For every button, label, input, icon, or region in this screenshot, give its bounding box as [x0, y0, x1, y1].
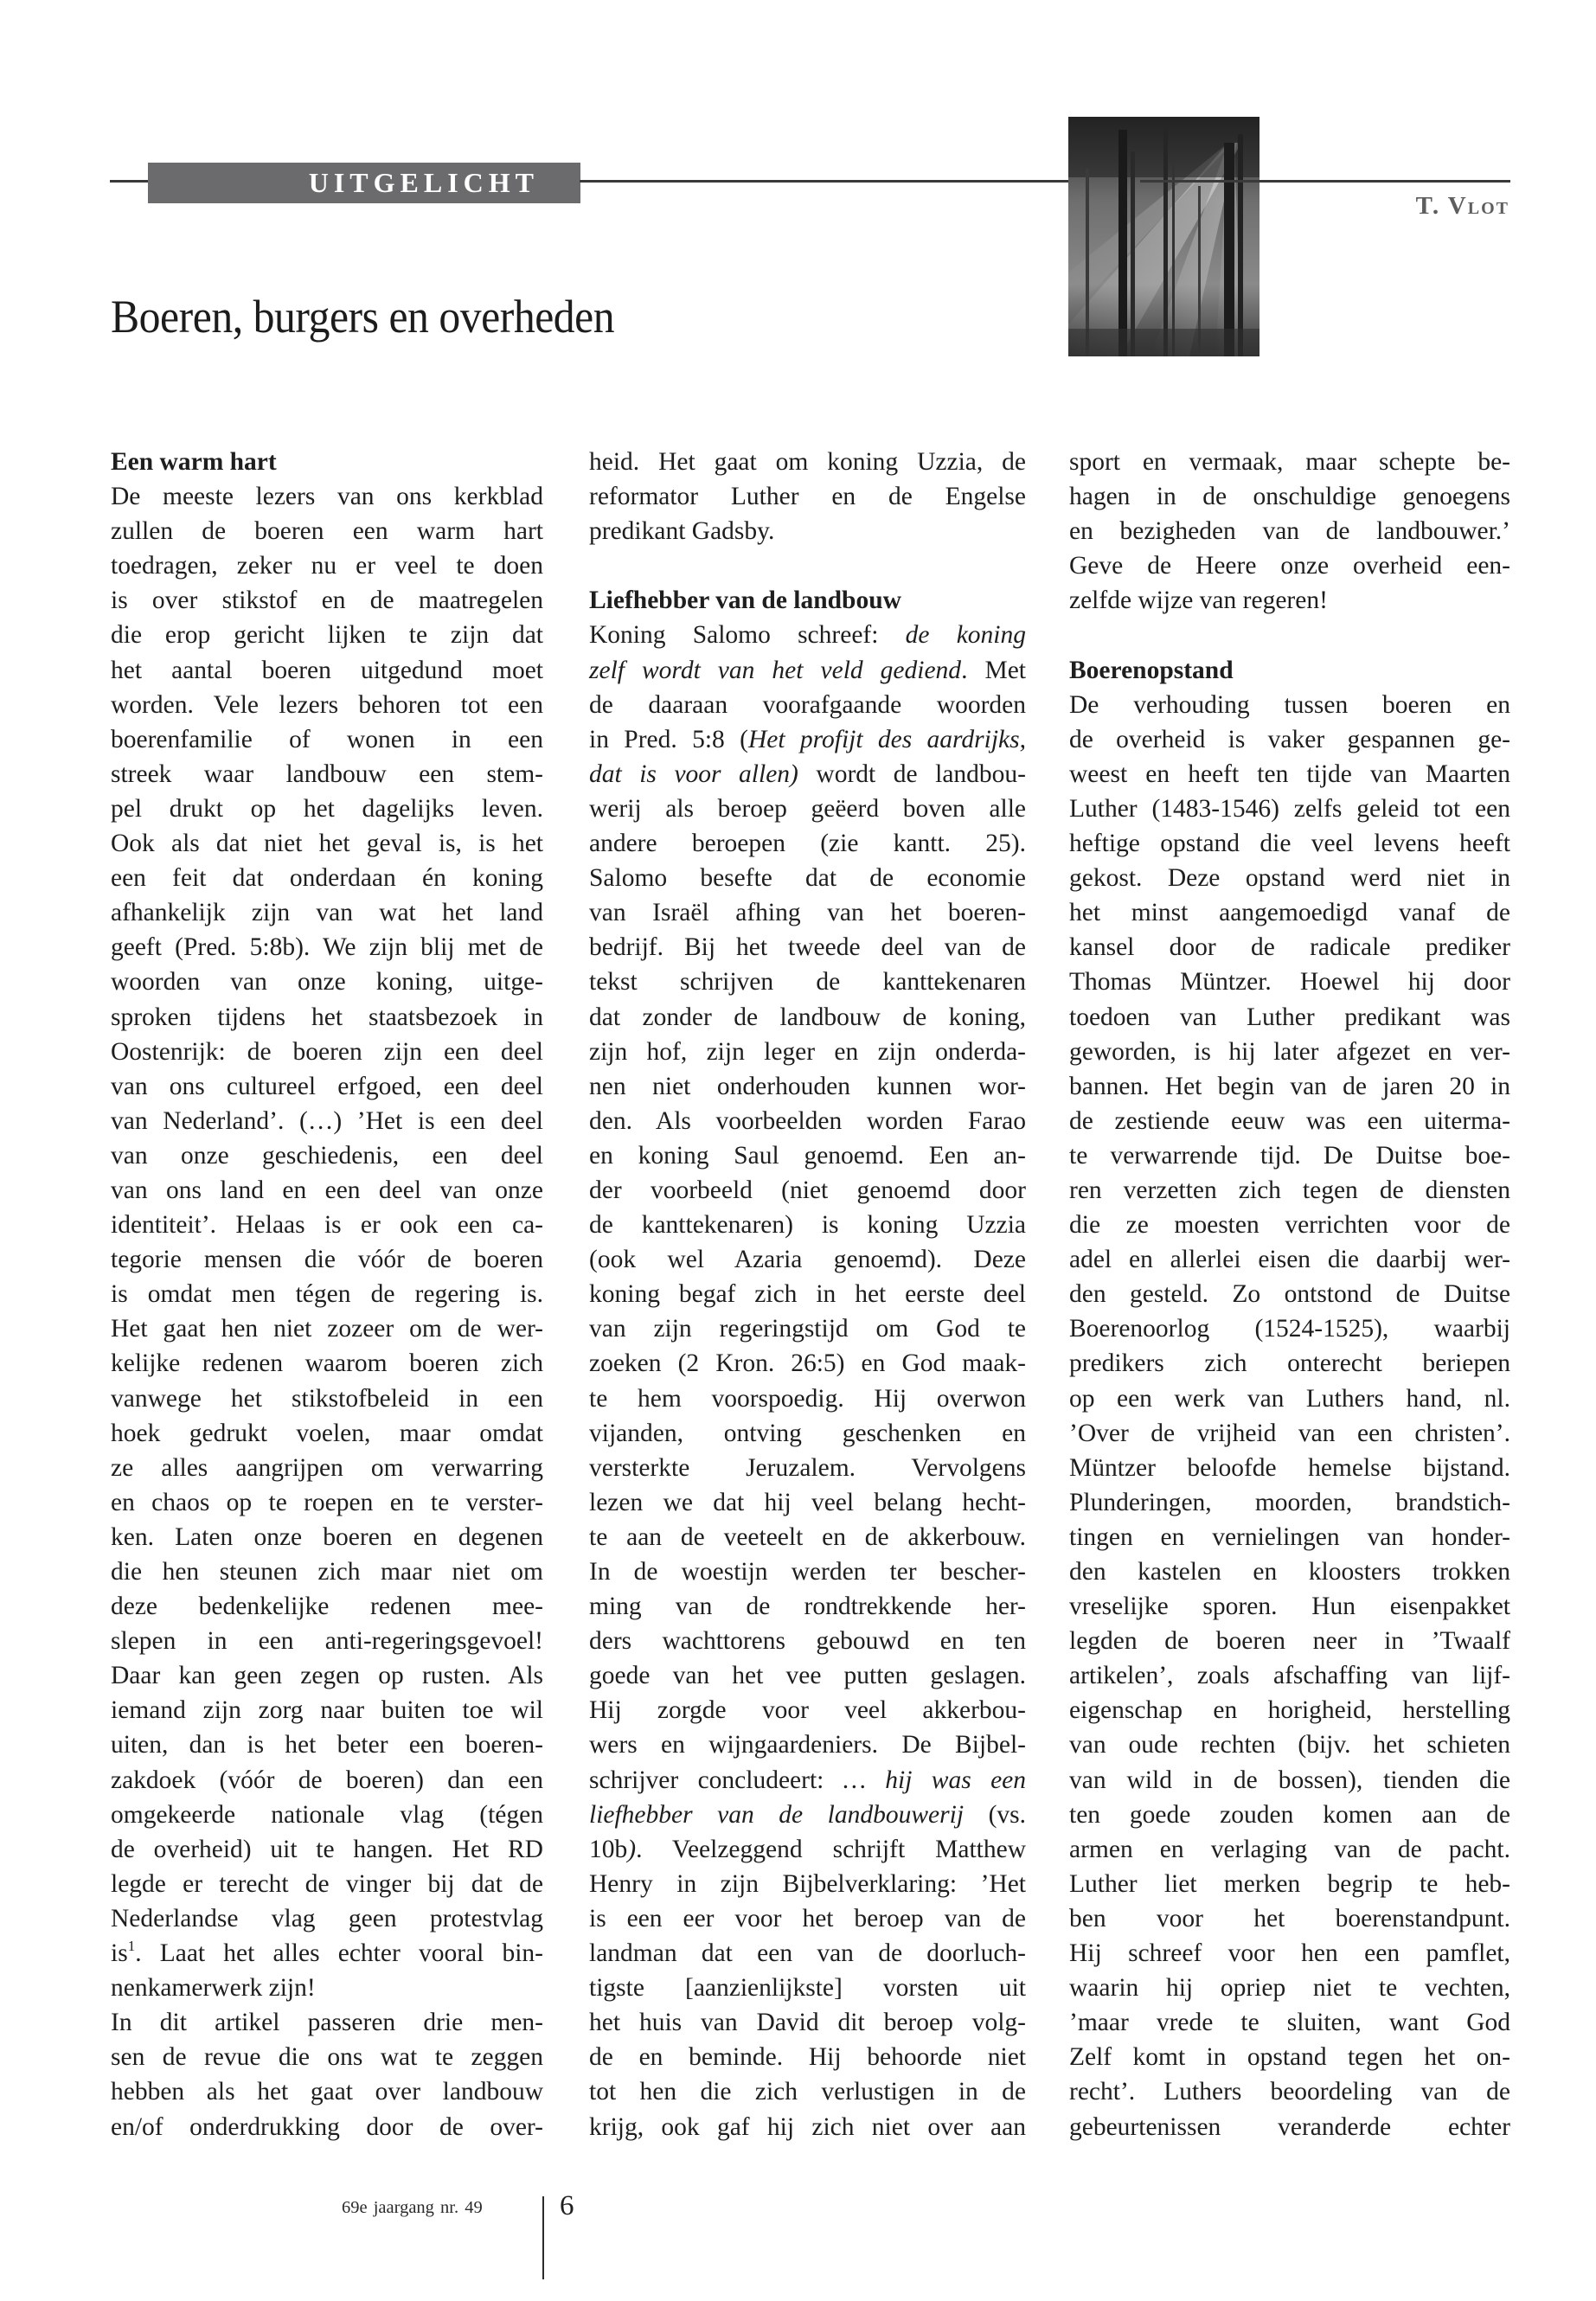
text-line: sproken tijdens het staatsbezoek in [111, 1003, 543, 1031]
text-line: bedrijf. Bij het tweede deel van de [589, 933, 1026, 962]
section-heading: Liefhebber van de landbouw [589, 586, 901, 615]
article-title: Boeren, burgers en overheden [111, 291, 615, 343]
text-line: Oostenrijk: de boeren zijn een deel [111, 1037, 543, 1066]
text-line [589, 757, 1026, 792]
text-line: en/of onderdrukking door de over- [111, 2112, 543, 2141]
text-line: De meeste lezers van ons kerkblad [111, 483, 543, 511]
article-column-2 [589, 445, 1026, 2144]
text-line [589, 1832, 1026, 1867]
text-line: kelijke redenen waarom boeren zich [111, 1349, 543, 1378]
text-line: werij als beroep geëerd boven alle [589, 794, 1026, 823]
italic-quote: … hij was een [843, 1766, 1027, 1794]
text-run: in Pred. 5:8 ( [589, 725, 748, 753]
text-line: adel en allerlei eisen die daarbij wer- [1069, 1246, 1510, 1274]
text-line: iemand zijn zorg naar buiten toe wil [111, 1696, 543, 1725]
text-line: bannen. Het begin van de jaren 20 in [1069, 1072, 1510, 1100]
text-line: identiteit’. Helaas is er ook een ca- [111, 1211, 543, 1240]
text-line: hagen in de onschuldige genoegens [1069, 483, 1510, 511]
text-line: is omdat men tégen de regering is. [111, 1280, 543, 1309]
text-line [589, 653, 1026, 688]
text-line: hoek gedrukt voelen, maar omdat [111, 1419, 543, 1447]
text-line: van ons land en een deel van onze [111, 1176, 543, 1204]
text-line: legden de boeren neer in ’Twaalf [1069, 1627, 1510, 1656]
text-line: ming van de rondtrekkende her- [589, 1593, 1026, 1621]
italic-quote: dat is voor allen) [589, 760, 798, 788]
text-line: artikelen’, zoals afschaffing van lijf- [1069, 1662, 1510, 1690]
text-line: de overheid) uit te hangen. Het RD [111, 1835, 543, 1863]
text-line: van zijn regeringstijd om God te [589, 1315, 1026, 1343]
text-line: toedragen, zeker nu er veel te doen [111, 552, 543, 580]
text-line: In de woestijn werden ter bescher- [589, 1558, 1026, 1586]
paragraph-gap [589, 548, 1026, 583]
article-column-3 [1069, 445, 1510, 2144]
text-line: van Nederland’. (…) ’Het is een deel [111, 1106, 543, 1135]
text-line: zelfde wijze van regeren! [1069, 586, 1328, 615]
text-line: den. Als voorbeelden worden Farao [589, 1106, 1026, 1135]
text-line: Henry in zijn Bijbelverklaring: ’Het [589, 1869, 1026, 1898]
text-line: versterkte Jeruzalem. Vervolgens [589, 1453, 1026, 1482]
text-line: nenkamerwerk zijn! [111, 1974, 316, 2003]
text-line: predikant Gadsby. [589, 517, 775, 546]
text-line: te hem voorspoedig. Hij overwon [589, 1384, 1026, 1413]
text-line: de daaraan voorafgaande woorden [589, 690, 1026, 719]
text-line: zullen de boeren een warm hart [111, 517, 543, 546]
text-line: Müntzer beloofde hemelse bijstand. [1069, 1453, 1510, 1482]
text-run: is [111, 1939, 128, 1968]
text-line: vanwege het stikstofbeleid in een [111, 1384, 543, 1413]
text-line: uiten, dan is het beter een boeren- [111, 1731, 543, 1759]
text-line: Ook als dat niet het geval is, is het [111, 830, 543, 858]
text-line: ken. Laten onze boeren en degenen [111, 1522, 543, 1551]
text-line: kansel door de radicale prediker [1069, 933, 1510, 962]
text-line [589, 1763, 1026, 1798]
text-line: ben voor het boerenstandpunt. [1069, 1904, 1510, 1932]
text-line: is over stikstof en de maatregelen [111, 586, 543, 615]
text-run: (vs. [964, 1800, 1026, 1829]
text-line: krijg, ook gaf hij zich niet over aan [589, 2112, 1026, 2141]
section-label-bar [148, 163, 580, 203]
text-line: ders wachttorens gebouwd en ten [589, 1627, 1026, 1656]
page-number: 6 [560, 2190, 574, 2221]
text-line: de kanttekenaren) is koning Uzzia [589, 1211, 1026, 1240]
text-line: te verwarrende tijd. De Duitse boe- [1069, 1141, 1510, 1170]
text-line: woorden van onze koning, uitge- [111, 968, 543, 997]
text-line: zijn hof, zijn leger en zijn onderda- [589, 1037, 1026, 1066]
text-line: Thomas Müntzer. Hoewel hij door [1069, 968, 1510, 997]
text-line: der voorbeeld (niet genoemd door [589, 1176, 1026, 1204]
text-line: boerenfamilie of wonen in een [111, 725, 543, 753]
text-line: goede van het vee putten geslagen. [589, 1662, 1026, 1690]
text-run: schrijver concludeert: [589, 1766, 843, 1794]
italic-quote: de koning [905, 621, 1027, 650]
text-line: zakdoek (vóór de boeren) dan een [111, 1766, 543, 1794]
text-line: vijanden, ontving geschenken en [589, 1419, 1026, 1447]
italic-quote: liefhebber van de landbouwerij [589, 1800, 965, 1829]
text-line: slepen in een anti-regeringsgevoel! [111, 1627, 543, 1656]
text-line: is een eer voor het beroep van de [589, 1904, 1026, 1932]
text-line [589, 618, 1026, 652]
text-line: op een werk van Luthers hand, nl. [1069, 1384, 1510, 1413]
text-line: sport en vermaak, maar schepte be- [1069, 448, 1510, 476]
italic-quote: zelf wordt van het veld gediend [589, 656, 962, 684]
text-line: zoeken (2 Kron. 26:5) en God maak- [589, 1349, 1026, 1378]
header-rule-right [1140, 180, 1510, 183]
text-line: landman dat een van de doorluch- [589, 1939, 1026, 1968]
text-line: Hij zorgde voor veel akkerbou- [589, 1696, 1026, 1725]
text-line: tegorie mensen die vóór de boeren [111, 1246, 543, 1274]
text-line: ren verzetten zich tegen de diensten [1069, 1176, 1510, 1204]
text-line: gebeurtenissen veranderde echter [1069, 2112, 1510, 2141]
text-run: 10b [589, 1835, 628, 1863]
text-line: tot hen die zich verlustigen in de [589, 2078, 1026, 2106]
text-run: . Laat het alles echter vooral bin- [135, 1939, 543, 1968]
text-line: de overheid is vaker gespannen ge- [1069, 725, 1510, 753]
text-line: en chaos op te roepen en te verster- [111, 1488, 543, 1516]
text-line: waarin hij opriep niet te vechten, [1069, 1974, 1510, 2003]
text-line: sen de revue die ons wat te zeggen [111, 2043, 543, 2072]
text-line: tingen en vernielingen van honder- [1069, 1522, 1510, 1551]
text-line: pel drukt op het dagelijks leven. [111, 794, 543, 823]
text-line: wers en wijngaardeniers. De Bijbel- [589, 1731, 1026, 1759]
text-line: weest en heeft ten tijde van Maarten [1069, 760, 1510, 788]
paragraph-gap [1069, 618, 1510, 652]
text-line: andere beroepen (zie kantt. 25). [589, 830, 1026, 858]
text-line: Hij schreef voor hen een pamflet, [1069, 1939, 1510, 1968]
text-line: predikers zich onterecht beriepen [1069, 1349, 1510, 1378]
header-rule-middle [580, 180, 1071, 183]
author-byline: T. Vlot [1415, 192, 1509, 220]
issue-info: 69e jaargang nr. 49 [342, 2198, 483, 2217]
text-line: Salomo besefte dat de economie [589, 864, 1026, 893]
text-line: heid. Het gaat om koning Uzzia, de [589, 448, 1026, 476]
text-line: In dit artikel passeren drie men- [111, 2009, 543, 2037]
section-heading: Een warm hart [111, 448, 277, 476]
text-line: tigste [aanzienlijkste] vorsten uit [589, 1974, 1026, 2003]
text-line: die ze moesten verrichten voor de [1069, 1211, 1510, 1240]
text-line: Het gaat hen niet zozeer om de wer- [111, 1315, 543, 1343]
text-line: koning begaf zich in het eerste deel [589, 1280, 1026, 1309]
text-line: van Israël afhing van het boeren- [589, 899, 1026, 927]
text-line: streek waar landbouw een stem- [111, 760, 543, 788]
text-line: van oude rechten (bijv. het schieten [1069, 1731, 1510, 1759]
text-line: (ook wel Azaria genoemd). Deze [589, 1246, 1026, 1274]
text-line: die hen steunen zich maar niet om [111, 1558, 543, 1586]
section-heading: Boerenopstand [1069, 656, 1234, 684]
italic-quote: ) [627, 1835, 637, 1863]
text-line: Nederlandse vlag geen protestvlag [111, 1904, 543, 1932]
text-line: de en beminde. Hij behoorde niet [589, 2043, 1026, 2072]
text-line: toedoen van Luther predikant was [1069, 1003, 1510, 1031]
text-line: De verhouding tussen boeren en [1069, 690, 1510, 719]
text-line: Zelf komt in opstand tegen het on- [1069, 2043, 1510, 2072]
header-rule-left [110, 180, 150, 183]
article-column-1 [111, 445, 543, 2144]
text-line: reformator Luther en de Engelse [589, 483, 1026, 511]
text-line [589, 722, 1026, 757]
text-line: hebben als het gaat over landbouw [111, 2078, 543, 2106]
text-line: den kastelen en kloosters trokken [1069, 1558, 1510, 1586]
forest-sunbeams-photo [1068, 117, 1259, 356]
text-run: . Veelzeggend schrijft Matthew [636, 1835, 1026, 1863]
text-line: die erop gericht lijken te zijn dat [111, 621, 543, 650]
text-line: het minst aangemoedigd vanaf de [1069, 899, 1510, 927]
text-line: worden. Vele lezers behoren tot een [111, 690, 543, 719]
text-line: ’Over de vrijheid van een christen’. [1069, 1419, 1510, 1447]
text-line: het huis van David dit beroep volg- [589, 2009, 1026, 2037]
text-line: Boerenoorlog (1524-1525), waarbij [1069, 1315, 1510, 1343]
text-line: ten goede zouden komen aan de [1069, 1800, 1510, 1829]
section-label: UITGELICHT [308, 167, 539, 198]
text-line: omgekeerde nationale vlag (tégen [111, 1800, 543, 1829]
text-line: de zestiende eeuw was een uiterma- [1069, 1106, 1510, 1135]
text-line: gekost. Deze opstand werd niet in [1069, 864, 1510, 893]
text-line: deze bedenkelijke redenen mee- [111, 1593, 543, 1621]
text-line: recht’. Luthers beoordeling van de [1069, 2078, 1510, 2106]
text-line: een feit dat onderdaan én koning [111, 864, 543, 893]
text-line: van ons cultureel erfgoed, een deel [111, 1072, 543, 1100]
text-line: vreselijke sporen. Hun eisenpakket [1069, 1593, 1510, 1621]
text-line: het aantal boeren uitgedund moet [111, 656, 543, 684]
text-line: en bezigheden van de landbouwer.’ [1069, 517, 1510, 546]
text-line: den gesteld. Zo ontstond de Duitse [1069, 1280, 1510, 1309]
text-line [111, 1936, 543, 1971]
footnote-marker: 1 [127, 1938, 136, 1955]
text-line: Luther (1483-1546) zelfs geleid tot een [1069, 794, 1510, 823]
text-run: Koning Salomo schreef: [589, 621, 906, 650]
text-line: lezen we dat hij veel belang hecht- [589, 1488, 1026, 1516]
text-line: dat zonder de landbouw de koning, [589, 1003, 1026, 1031]
text-line: legde er terecht de vinger bij dat de [111, 1869, 543, 1898]
text-line: geworden, is hij later afgezet en ver- [1069, 1037, 1510, 1066]
text-line: ’maar vrede te sluiten, want God [1069, 2009, 1510, 2037]
text-line: Geve de Heere onze overheid een- [1069, 552, 1510, 580]
text-line: tekst schrijven de kanttekenaren [589, 968, 1026, 997]
text-line: eigenschap en horigheid, herstelling [1069, 1696, 1510, 1725]
text-line: ze alles aangrijpen om verwarring [111, 1453, 543, 1482]
text-line: afhankelijk zijn van wat het land [111, 899, 543, 927]
footer-divider [542, 2196, 544, 2279]
text-line: Plunderingen, moorden, brandstich- [1069, 1488, 1510, 1516]
text-line: armen en verlaging van de pacht. [1069, 1835, 1510, 1863]
text-line: Daar kan geen zegen op rusten. Als [111, 1662, 543, 1690]
text-line: nen niet onderhouden kunnen wor- [589, 1072, 1026, 1100]
text-line: van onze geschiedenis, een deel [111, 1141, 543, 1170]
text-line [589, 1798, 1026, 1832]
text-line: Luther liet merken begrip te heb- [1069, 1869, 1510, 1898]
text-line: van wild in de bossen), tienden die [1069, 1766, 1510, 1794]
text-line: geeft (Pred. 5:8b). We zijn blij met de [111, 933, 543, 962]
italic-quote: Het profijt des aardrijks, [747, 725, 1026, 753]
text-line: te aan de veeteelt en de akkerbouw. [589, 1522, 1026, 1551]
text-run: wordt de landbou- [798, 760, 1026, 788]
text-line: heftige opstand die veel levens heeft [1069, 830, 1510, 858]
text-run: . Met [961, 656, 1026, 684]
text-line: en koning Saul genoemd. Een an- [589, 1141, 1026, 1170]
